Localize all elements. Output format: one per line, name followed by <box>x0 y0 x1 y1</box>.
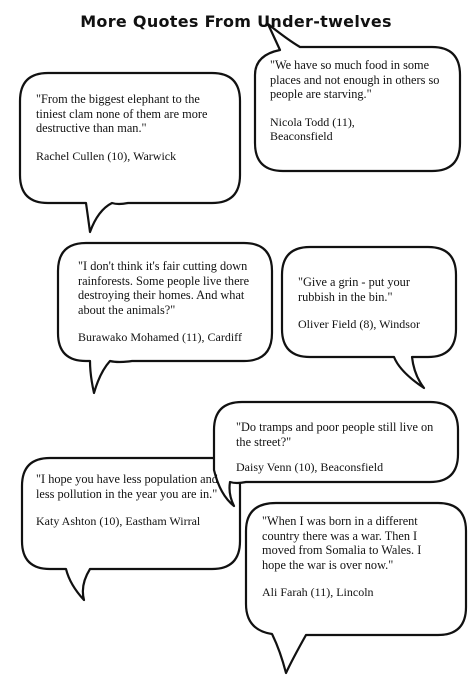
quote-text: "Give a grin - put your rubbish in the bin." <box>298 275 410 304</box>
quote-text: "We have so much food in some places and not enough in others so people are starving." <box>270 58 440 102</box>
speech-bubble-6 <box>36 472 232 529</box>
quote-author: Burawako Mohamed (11), Cardiff <box>78 330 242 345</box>
quote-author: Oliver Field (8), Windsor <box>298 317 420 332</box>
speech-bubble-5 <box>236 420 446 475</box>
quote-author: Katy Ashton (10), Eastham Wirral <box>36 514 201 529</box>
speech-bubble-1 <box>36 92 232 163</box>
speech-bubble-7 <box>262 514 422 600</box>
quote-author: Rachel Cullen (10), Warwick <box>36 148 177 163</box>
quote-text: "I don't think it's fair cutting down rainforests. Some people live there destroying their homes. And what about the animals?" <box>78 259 250 317</box>
quote-author: Ali Farah (11), Lincoln <box>262 585 374 600</box>
quote-text: "I hope you have less population and less pollution in the year you are in." <box>36 472 218 501</box>
quote-author: Daisy Venn (10), Beaconsfield <box>236 460 384 475</box>
quote-text: "When I was born in a different country there was a war. Then I moved from Somalia to Wales. I hope the war is over now." <box>262 514 422 572</box>
quote-text: "Do tramps and poor people still live on the street?" <box>236 420 434 449</box>
quote-author: Nicola Todd (11), Beaconsfield <box>270 114 355 144</box>
speech-bubble-2 <box>270 58 452 144</box>
speech-bubble-3 <box>78 259 268 345</box>
quote-text: "From the biggest elephant to the tiniest clam none of them are more destructive than man." <box>36 92 208 136</box>
page-title: More Quotes From Under-twelves <box>80 12 392 31</box>
speech-bubble-4 <box>298 275 444 332</box>
